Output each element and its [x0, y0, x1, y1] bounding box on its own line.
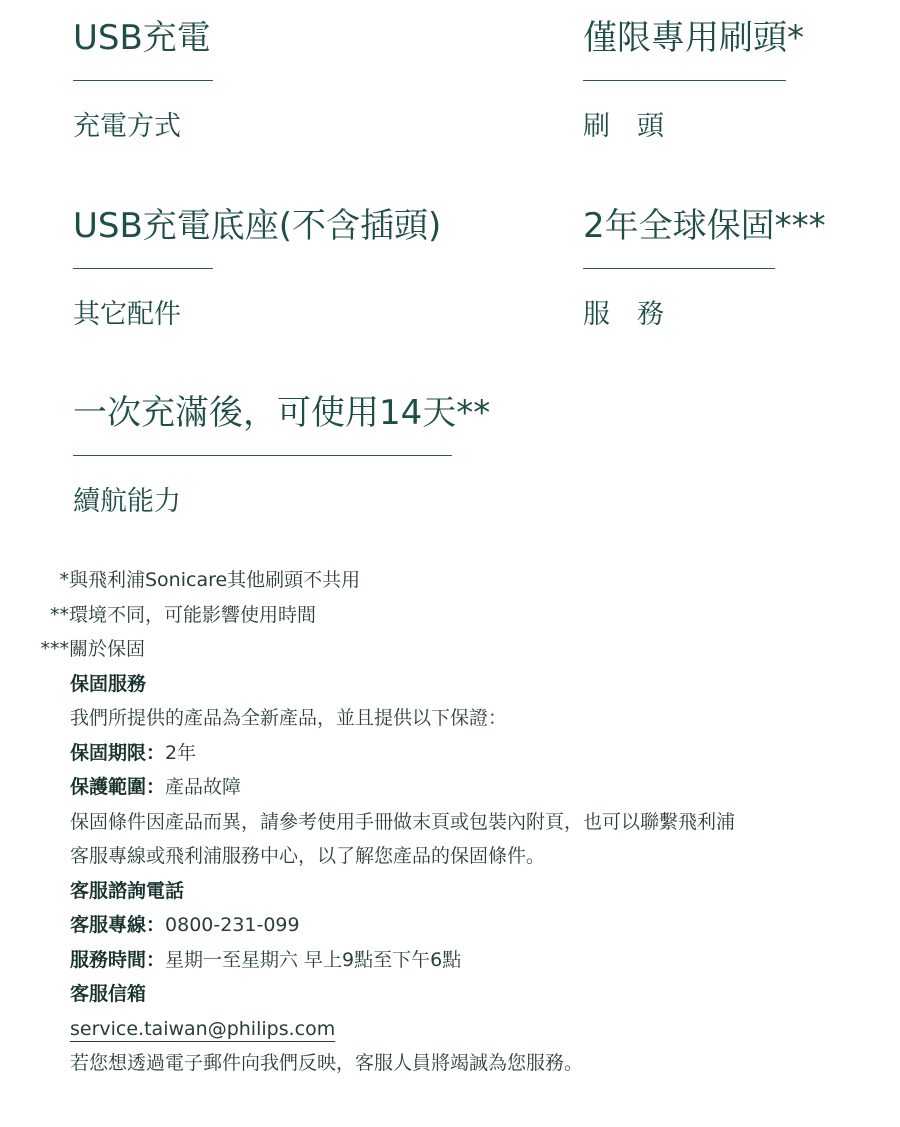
- warranty-terms-line-2: 客服專線或飛利浦服務中心，以了解您產品的保固條件。: [70, 845, 546, 867]
- divider: [583, 268, 775, 269]
- email-note: 若您想透過電子郵件向我們反映，客服人員將竭誠為您服務。: [70, 1052, 584, 1074]
- footnote-text: 關於保固: [69, 638, 146, 660]
- spec-label: 續航能力: [73, 486, 181, 517]
- spec-warranty: [583, 206, 826, 331]
- contact-hours: [0, 943, 900, 978]
- spec-charging: [73, 18, 213, 143]
- warranty-intro: 我們所提供的產品為全新產品，並且提供以下保證：: [70, 707, 508, 729]
- warranty-period-label: 保固期限：: [70, 741, 166, 764]
- spec-value: 僅限專用刷頭*: [583, 18, 804, 58]
- contact-hotline: [0, 908, 900, 943]
- footnote-text: 環境不同，可能影響使用時間: [69, 603, 317, 626]
- divider: [583, 80, 786, 81]
- warranty-scope-value: 產品故障: [165, 776, 242, 798]
- hotline-label: 客服專線：: [70, 914, 166, 936]
- divider: [73, 268, 213, 269]
- spec-value: USB充電: [73, 18, 211, 58]
- divider: [73, 455, 452, 456]
- warranty-terms-line-1: 保固條件因產品而異，請參考使用手冊做末頁或包裝內附頁，也可以聯繫飛利浦: [70, 810, 736, 833]
- footnotes-section: [0, 563, 900, 1081]
- footnote-2: [0, 598, 900, 633]
- contact-heading: 客服諮詢電話: [70, 879, 185, 902]
- hours-label: 服務時間：: [70, 948, 166, 971]
- divider: [73, 80, 213, 81]
- hotline-number[interactable]: 0800-231-099: [165, 914, 300, 936]
- mailbox-heading: 客服信箱: [70, 983, 147, 1005]
- warranty-heading: 保固服務: [70, 672, 147, 695]
- warranty-scope: [0, 770, 900, 805]
- spec-brush-head: [583, 18, 804, 143]
- footnote-1: [0, 563, 900, 598]
- footnote-3: [0, 632, 900, 667]
- spec-label: 其它配件: [73, 299, 181, 330]
- warranty-period-value: 2年: [165, 741, 197, 764]
- warranty-scope-label: 保護範圍：: [70, 776, 166, 798]
- spec-value: 一次充滿後，可使用14天**: [73, 393, 491, 433]
- email-row: [0, 1012, 900, 1047]
- footnote-mark: ***: [40, 638, 69, 660]
- warranty-period: [0, 736, 900, 771]
- spec-value: USB充電底座(不含插頭): [73, 206, 442, 246]
- spec-accessories: [73, 206, 441, 331]
- spec-label: 服 務: [583, 299, 664, 330]
- spec-value: 2年全球保固***: [583, 206, 826, 246]
- footnote-mark: *: [59, 569, 69, 591]
- footnote-text: 與飛利浦Sonicare其他刷頭不共用: [69, 569, 361, 591]
- hours-value: 星期一至星期六 早上9點至下午6點: [165, 948, 462, 971]
- spec-battery-life: [73, 393, 490, 518]
- spec-label: 充電方式: [73, 111, 181, 142]
- footnote-mark: **: [50, 603, 69, 626]
- email-link[interactable]: service.taiwan@philips.com: [70, 1017, 336, 1040]
- spec-label: 刷 頭: [583, 111, 664, 142]
